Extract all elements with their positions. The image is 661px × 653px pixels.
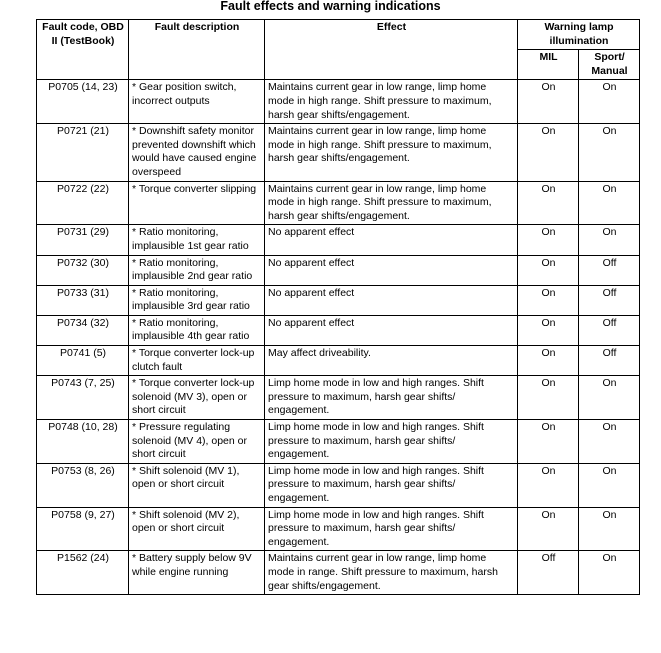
- effect-cell: Maintains current gear in low range, limp home mode in high range. Shift pressure to maximum, harsh gear shifts/engagement.: [265, 80, 518, 124]
- table-row: [37, 551, 640, 595]
- effect-cell: Limp home mode in low and high ranges. Shift pressure to maximum, harsh gear shifts/ engagement.: [265, 376, 518, 420]
- description-cell: * Shift solenoid (MV 2), open or short circuit: [129, 507, 265, 551]
- sport-manual-cell: Off: [579, 255, 640, 285]
- mil-cell: On: [518, 376, 579, 420]
- effect-cell: Limp home mode in low and high ranges. Shift pressure to maximum, harsh gear shifts/ engagement.: [265, 507, 518, 551]
- description-cell: * Ratio monitoring, implausible 1st gear ratio: [129, 225, 265, 255]
- mil-cell: On: [518, 346, 579, 376]
- header-effect: Effect: [265, 20, 518, 80]
- mil-cell: On: [518, 463, 579, 507]
- effect-cell: Limp home mode in low and high ranges. Shift pressure to maximum, harsh gear shifts/ engagement.: [265, 463, 518, 507]
- fault-table: [36, 19, 640, 595]
- table-row: [37, 80, 640, 124]
- effect-cell: May affect driveability.: [265, 346, 518, 376]
- sport-manual-cell: On: [579, 420, 640, 464]
- sport-manual-cell: On: [579, 181, 640, 225]
- effect-cell: Maintains current gear in low range, limp home mode in high range. Shift pressure to maximum, harsh gear shifts/engagement.: [265, 124, 518, 181]
- effect-cell: Limp home mode in low and high ranges. Shift pressure to maximum, harsh gear shifts/ engagement.: [265, 420, 518, 464]
- mil-cell: On: [518, 124, 579, 181]
- sport-manual-cell: On: [579, 124, 640, 181]
- sport-manual-cell: Off: [579, 315, 640, 345]
- code-cell: P0733 (31): [37, 285, 129, 315]
- table-row: [37, 255, 640, 285]
- sport-manual-cell: On: [579, 80, 640, 124]
- table-row: [37, 181, 640, 225]
- mil-cell: On: [518, 285, 579, 315]
- mil-cell: On: [518, 181, 579, 225]
- description-cell: * Gear position switch, incorrect outputs: [129, 80, 265, 124]
- mil-cell: Off: [518, 551, 579, 595]
- table-row: [37, 285, 640, 315]
- mil-cell: On: [518, 225, 579, 255]
- header-sport-manual: Sport/ Manual: [579, 50, 640, 80]
- description-cell: * Pressure regulating solenoid (MV 4), open or short circuit: [129, 420, 265, 464]
- page-title: Fault effects and warning indications: [220, 0, 441, 13]
- description-cell: * Downshift safety monitor prevented downshift which would have caused engine overspeed: [129, 124, 265, 181]
- mil-cell: On: [518, 507, 579, 551]
- mil-cell: On: [518, 420, 579, 464]
- header-fault-code: Fault code, OBD II (TestBook): [37, 20, 129, 80]
- code-cell: P1562 (24): [37, 551, 129, 595]
- header-mil: MIL: [518, 50, 579, 80]
- effect-cell: No apparent effect: [265, 255, 518, 285]
- description-cell: * Torque converter slipping: [129, 181, 265, 225]
- header-row-1: [37, 20, 640, 50]
- sport-manual-cell: Off: [579, 285, 640, 315]
- table-row: [37, 507, 640, 551]
- table-row: [37, 420, 640, 464]
- sport-manual-cell: On: [579, 507, 640, 551]
- code-cell: P0705 (14, 23): [37, 80, 129, 124]
- code-cell: P0722 (22): [37, 181, 129, 225]
- table-row: [37, 315, 640, 345]
- table-row: [37, 463, 640, 507]
- code-cell: P0748 (10, 28): [37, 420, 129, 464]
- description-cell: * Battery supply below 9V while engine running: [129, 551, 265, 595]
- effect-cell: No apparent effect: [265, 315, 518, 345]
- code-cell: P0741 (5): [37, 346, 129, 376]
- table-row: [37, 225, 640, 255]
- mil-cell: On: [518, 80, 579, 124]
- header-fault-description: Fault description: [129, 20, 265, 80]
- effect-cell: No apparent effect: [265, 285, 518, 315]
- sport-manual-cell: Off: [579, 346, 640, 376]
- mil-cell: On: [518, 255, 579, 285]
- code-cell: P0732 (30): [37, 255, 129, 285]
- code-cell: P0721 (21): [37, 124, 129, 181]
- description-cell: * Ratio monitoring, implausible 2nd gear ratio: [129, 255, 265, 285]
- sport-manual-cell: On: [579, 376, 640, 420]
- code-cell: P0731 (29): [37, 225, 129, 255]
- effect-cell: Maintains current gear in low range, limp home mode in range. Shift pressure to maximum, harsh gear shifts/engagement.: [265, 551, 518, 595]
- code-cell: P0743 (7, 25): [37, 376, 129, 420]
- description-cell: * Torque converter lock-up clutch fault: [129, 346, 265, 376]
- header-warning-lamp: Warning lamp illumination: [518, 20, 640, 50]
- sport-manual-cell: On: [579, 463, 640, 507]
- effect-cell: No apparent effect: [265, 225, 518, 255]
- sport-manual-cell: On: [579, 551, 640, 595]
- mil-cell: On: [518, 315, 579, 345]
- effect-cell: Maintains current gear in low range, limp home mode in high range. Shift pressure to maximum, harsh gear shifts/engagement.: [265, 181, 518, 225]
- description-cell: * Torque converter lock-up solenoid (MV 3), open or short circuit: [129, 376, 265, 420]
- code-cell: P0758 (9, 27): [37, 507, 129, 551]
- code-cell: P0753 (8, 26): [37, 463, 129, 507]
- sport-manual-cell: On: [579, 225, 640, 255]
- table-row: [37, 376, 640, 420]
- description-cell: * Ratio monitoring, implausible 3rd gear ratio: [129, 285, 265, 315]
- description-cell: * Ratio monitoring, implausible 4th gear ratio: [129, 315, 265, 345]
- table-row: [37, 124, 640, 181]
- code-cell: P0734 (32): [37, 315, 129, 345]
- table-row: [37, 346, 640, 376]
- description-cell: * Shift solenoid (MV 1), open or short circuit: [129, 463, 265, 507]
